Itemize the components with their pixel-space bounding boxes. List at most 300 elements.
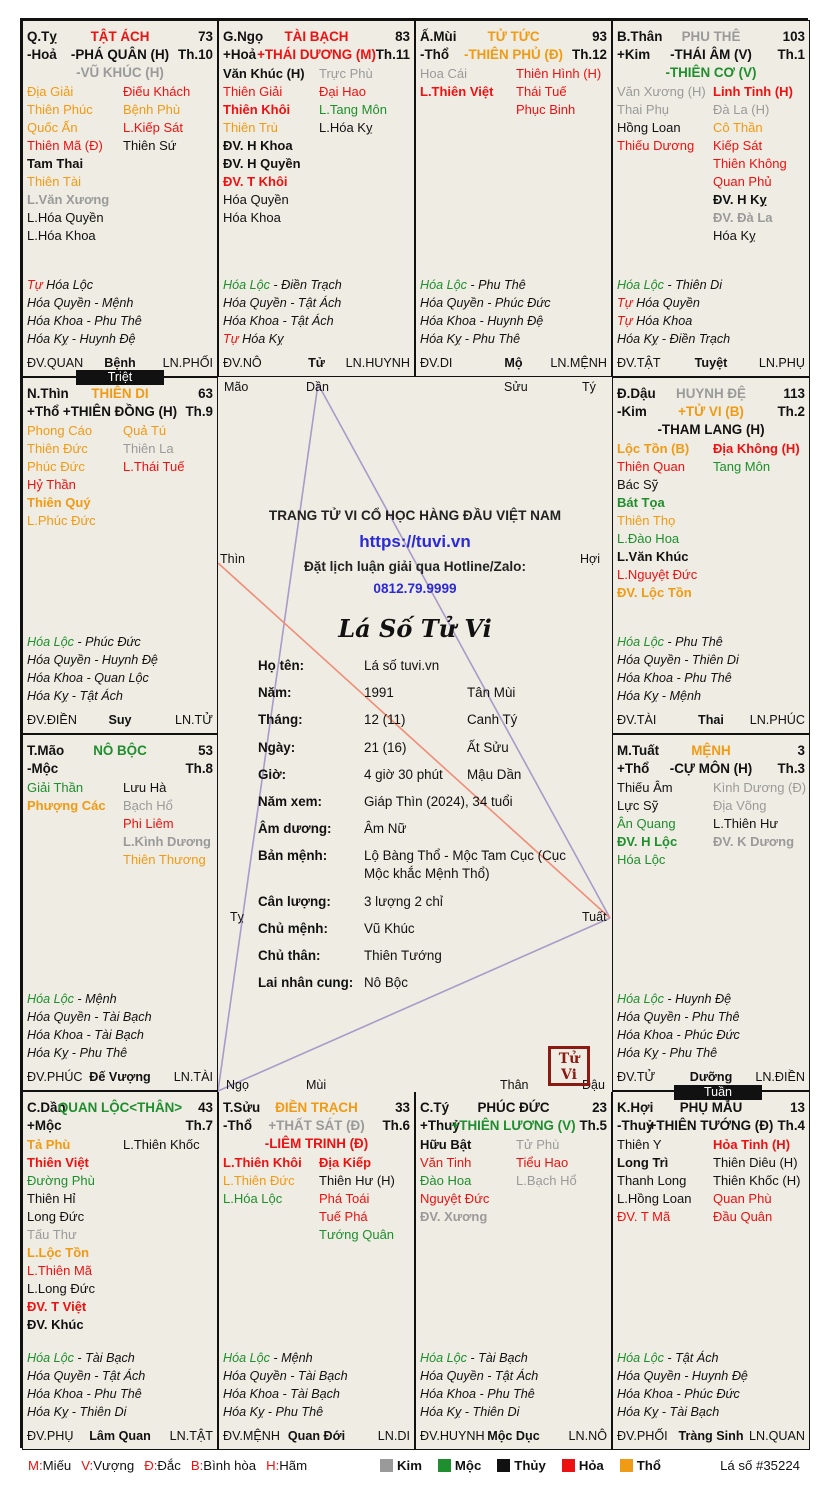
corner-branch-tuat: Tuất (582, 910, 607, 924)
tu-hoa-line (27, 1367, 213, 1385)
main-star: +THIÊN LƯƠNG (V) (451, 1118, 576, 1133)
star: Hữu Bật (420, 1137, 472, 1152)
tu-hoa-name: Hóa Lộc (223, 278, 270, 292)
tu-hoa-name: Hóa Lộc (617, 992, 664, 1006)
dai-van-label: ĐV.PHÚC (27, 1070, 83, 1084)
palace-age: 53 (198, 743, 213, 758)
tu-hoa-line (420, 294, 607, 312)
star: Thiên Thọ (617, 513, 676, 528)
tu-hoa-name: Hóa Kỵ (617, 1046, 659, 1060)
tu-hoa-line (223, 1367, 410, 1385)
tu-hoa-target: - Phu Thê (68, 1046, 128, 1060)
palace-branch: T.Mão (27, 743, 65, 758)
tuvi-chart-board (20, 18, 808, 1448)
tu-hoa-name: Hóa Lộc (420, 278, 467, 292)
tu-hoa-name: Tự (617, 314, 633, 328)
brightness-key: H: (266, 1458, 280, 1473)
palace-age: 73 (198, 29, 213, 44)
palace-age: 63 (198, 386, 213, 401)
luu-nien-label: LN.ĐIỀN (755, 1070, 805, 1084)
palace-dan[interactable] (22, 1091, 218, 1450)
info-value-2: Canh Tý (467, 712, 518, 728)
palace-footer (27, 1068, 213, 1086)
tu-hoa-target: - Tật Ách (663, 1351, 719, 1365)
tu-hoa-line (27, 1349, 213, 1367)
palace-th: Th.6 (382, 1118, 410, 1133)
element-name: Thủy (514, 1458, 546, 1473)
tu-hoa-line (420, 276, 607, 294)
info-value: Lá số tuvi.vn (364, 658, 440, 673)
star-list-right (123, 83, 218, 155)
palace-name: NÔ BỘC (93, 743, 147, 758)
palace-ti[interactable] (415, 1091, 612, 1450)
palace-branch: C.Dần (27, 1100, 66, 1115)
center-panel (218, 378, 612, 1092)
star: Thiên Thương (123, 852, 206, 867)
element-name: Mộc (454, 1458, 482, 1473)
element-name: Kim (397, 1458, 422, 1473)
tu-hoa-line (617, 633, 805, 651)
palace-branch: T.Sửu (223, 1100, 261, 1115)
tu-hoa-target: - Phu Thê (476, 1387, 535, 1401)
element-swatch (438, 1459, 451, 1472)
tu-hoa-name: Hóa Quyền (617, 1369, 681, 1383)
luu-nien-label: LN.HUYNH (345, 356, 410, 370)
tu-hoa-target: - Tài Bạch (73, 1351, 135, 1365)
star: ĐV. K Dương (713, 834, 795, 849)
tu-hoa-target: - Tài Bạch (466, 1351, 528, 1365)
tu-hoa-target: - Tật Ách (90, 1369, 146, 1383)
palace-footer (617, 354, 805, 372)
dai-van-label: ĐV.TẬT (617, 356, 661, 370)
star: ĐV. H Quyền (223, 156, 301, 171)
info-row (258, 921, 598, 948)
tu-hoa-name: Tự (223, 332, 239, 346)
tu-hoa-target: - Mệnh (73, 992, 117, 1006)
corner-branch-dau: Dậu (582, 1078, 605, 1092)
star-list-left (420, 65, 516, 101)
star: Thiên La (123, 441, 174, 456)
truong-sinh-label: Mộ (504, 356, 523, 370)
palace-name: HUYNH ĐỆ (676, 386, 746, 401)
palace-footer (617, 1068, 805, 1086)
tu-hoa-name: Hóa Khoa (617, 671, 674, 685)
star: Lộc Tồn (B) (617, 441, 690, 456)
tu-hoa-target: Hóa Kỵ (238, 332, 284, 346)
tu-hoa-list (223, 276, 410, 348)
tu-hoa-list (617, 1349, 805, 1421)
palace-element: -Mộc (27, 761, 59, 776)
truong-sinh-label: Thai (698, 713, 724, 727)
tu-hoa-name: Hóa Lộc (617, 1351, 664, 1365)
star: ĐV. T Mã (617, 1209, 671, 1224)
palace-footer (223, 1427, 410, 1445)
tu-hoa-name: Hóa Quyền (27, 653, 91, 667)
tuvi-seal-stamp: Tử Vi (548, 1046, 590, 1086)
tu-hoa-line (223, 330, 410, 348)
star: Kình Dương (Đ) (713, 780, 807, 795)
star: Thiên Diêu (H) (713, 1155, 798, 1170)
tu-hoa-name: Hóa Quyền (27, 1369, 91, 1383)
palace-ty[interactable] (22, 20, 218, 377)
star: L.Đào Hoa (617, 531, 680, 546)
tu-hoa-name: Hóa Kỵ (420, 1405, 462, 1419)
tu-hoa-line (223, 312, 410, 330)
tu-hoa-list (617, 633, 805, 705)
tu-hoa-target: - Phúc Đức (673, 1387, 740, 1401)
star: Giải Thần (27, 780, 84, 795)
palace-header (617, 29, 805, 47)
star-list-right (516, 1136, 612, 1190)
star: Đà La (H) (713, 102, 770, 117)
tu-hoa-list (420, 276, 607, 348)
tu-hoa-target: - Tài Bạch (83, 1028, 144, 1042)
tu-hoa-name: Tự (27, 278, 43, 292)
tu-hoa-name: Hóa Kỵ (223, 1405, 265, 1419)
element-color-legend (380, 1458, 677, 1473)
star: Cô Thần (713, 120, 763, 135)
tu-hoa-line (27, 1403, 213, 1421)
tu-hoa-line (223, 1385, 410, 1403)
star: Thiên Sứ (123, 138, 177, 153)
main-star: +THIÊN ĐỒNG (H) (62, 404, 178, 419)
palace-age: 43 (198, 1100, 213, 1115)
star: ĐV. Đà La (713, 210, 773, 225)
tu-hoa-list (617, 990, 805, 1062)
palace-subheader (420, 47, 607, 65)
tu-hoa-name: Tự (617, 296, 633, 310)
palace-element: -Kim (617, 404, 647, 419)
star: Hóa Lộc (617, 852, 666, 867)
brightness-name: Hãm (279, 1458, 308, 1473)
tu-hoa-line (617, 1026, 805, 1044)
tu-hoa-line (617, 1044, 805, 1062)
info-label: Năm xem: (258, 794, 323, 809)
tu-hoa-line (27, 669, 213, 687)
star: Đào Hoa (420, 1173, 472, 1188)
palace-suu[interactable] (218, 1091, 415, 1450)
brightness-legend (28, 1458, 317, 1473)
palace-name: THIÊN DI (91, 386, 149, 401)
truong-sinh-label: Tử (308, 356, 325, 370)
star: Địa Võng (713, 798, 767, 813)
palace-element: -Hoả (27, 47, 57, 62)
tu-hoa-target: - Mệnh (658, 689, 702, 703)
tu-hoa-list (27, 633, 213, 705)
star: Thiên Hỉ (27, 1191, 76, 1206)
info-value: 12 (11) (364, 712, 406, 728)
info-label: Chủ thân: (258, 948, 321, 963)
palace-element: -Thổ (420, 47, 449, 62)
tu-hoa-line (27, 294, 213, 312)
star: Thiên Phúc (27, 102, 93, 117)
tu-hoa-target: - Huynh Đệ (680, 1369, 748, 1383)
tu-hoa-name: Hóa Khoa (27, 671, 84, 685)
star: Hoa Cái (420, 66, 467, 81)
palace-than[interactable] (612, 20, 810, 377)
palace-thin[interactable] (22, 377, 218, 734)
tu-hoa-target: - Huynh Đệ (68, 332, 136, 346)
star: Ân Quang (617, 816, 676, 831)
palace-subheader (617, 1118, 805, 1136)
info-row (258, 948, 598, 975)
dai-van-label: ĐV.PHỐI (617, 1429, 668, 1443)
dai-van-label: ĐV.MỆNH (223, 1429, 280, 1443)
star: Văn Xương (H) (617, 84, 706, 99)
tu-hoa-name: Hóa Kỵ (27, 689, 69, 703)
star: Thai Phụ (617, 102, 670, 117)
tu-hoa-line (617, 1367, 805, 1385)
corner-branch-suu: Sửu (504, 380, 528, 394)
luu-nien-label: LN.TẬT (169, 1429, 213, 1443)
palace-footer (27, 1427, 213, 1445)
dai-van-label: ĐV.TỬ (617, 1070, 656, 1084)
palace-th: Th.1 (777, 47, 805, 62)
brightness-name: Miếu (42, 1458, 72, 1473)
star: Thanh Long (617, 1173, 687, 1188)
star: Phục Binh (516, 102, 576, 117)
corner-branch-hoi: Hợi (580, 552, 601, 566)
tu-hoa-line (27, 1008, 213, 1026)
tu-hoa-list (27, 990, 213, 1062)
tu-hoa-name: Hóa Quyền (223, 296, 287, 310)
star: Phúc Đức (27, 459, 85, 474)
palace-th: Th.8 (185, 761, 213, 776)
star: Thái Tuế (516, 84, 567, 99)
star: Long Đức (27, 1209, 85, 1224)
star: ĐV. Khúc (27, 1317, 84, 1332)
tu-hoa-target: - Phu Thê (673, 671, 732, 685)
palace-header (223, 29, 410, 47)
info-row (258, 658, 598, 685)
tu-hoa-name: Hóa Khoa (420, 1387, 477, 1401)
palace-th: Th.12 (572, 47, 607, 62)
palace-header (617, 1100, 805, 1118)
star: ĐV. T Khôi (223, 174, 288, 189)
star: Thiếu Dương (617, 138, 695, 153)
palace-header (420, 1100, 607, 1118)
star: Thiên Không (713, 156, 787, 171)
element-swatch (562, 1459, 575, 1472)
star: Hóa Kỵ (713, 228, 756, 243)
star: Tang Môn (713, 459, 771, 474)
palace-age: 3 (797, 743, 805, 758)
star: Thiên Giải (223, 84, 283, 99)
tu-hoa-line (420, 330, 607, 348)
corner-branch-ty: Tý (582, 380, 596, 394)
tu-hoa-target: - Tài Bạch (658, 1405, 720, 1419)
tu-hoa-name: Hóa Lộc (617, 278, 664, 292)
tu-hoa-name: Hóa Quyền (27, 296, 91, 310)
tu-hoa-target: - Phu Thê (658, 1046, 718, 1060)
star: Tướng Quân (319, 1227, 395, 1242)
tu-hoa-name: Hóa Khoa (223, 314, 280, 328)
star: Hồng Loan (617, 120, 681, 135)
site-url[interactable]: https://tuvi.vn (359, 532, 471, 551)
palace-branch: K.Hợi (617, 1100, 654, 1115)
palace-name: PHÚC ĐỨC (477, 1100, 550, 1115)
palace-subheader (223, 1118, 410, 1136)
palace-age: 93 (592, 29, 607, 44)
palace-subheader (617, 404, 805, 422)
star-list-right (123, 1136, 218, 1154)
palace-header (617, 386, 805, 404)
star: ĐV. Xương (420, 1209, 488, 1224)
star: Đầu Quân (713, 1209, 773, 1224)
corner-branch-thin: Thìn (220, 552, 246, 566)
star: L.Thiên Hư (713, 816, 779, 831)
info-row (258, 975, 598, 1002)
tu-hoa-name: Hóa Quyền (617, 653, 681, 667)
tu-hoa-target: - Huynh Đệ (476, 314, 544, 328)
star: L.Hóa Kỵ (319, 120, 373, 135)
star: Thiên Y (617, 1137, 662, 1152)
tu-hoa-line (617, 687, 805, 705)
palace-subheader (617, 761, 805, 779)
info-row (258, 894, 598, 921)
star: Thiếu Âm (617, 780, 673, 795)
tu-hoa-target: - Tật Ách (279, 314, 334, 328)
truong-sinh-label: Lâm Quan (89, 1429, 151, 1443)
tu-hoa-name: Hóa Quyền (420, 1369, 484, 1383)
palace-branch: C.Tý (420, 1100, 450, 1115)
star: L.Phúc Đức (27, 513, 96, 528)
tu-hoa-target: - Phúc Đức (673, 1028, 740, 1042)
palace-hoi[interactable] (612, 1091, 810, 1450)
star: Lưu Hà (123, 780, 167, 795)
palace-name: TỬ TỨC (487, 29, 540, 44)
star: Hỏa Tinh (H) (713, 1137, 791, 1152)
tu-hoa-line (617, 1008, 805, 1026)
info-value: Nô Bộc (364, 975, 408, 991)
info-row (258, 740, 598, 767)
tu-hoa-name: Hóa Khoa (223, 1387, 280, 1401)
palace-header (27, 386, 213, 404)
palace-ngo[interactable] (218, 20, 415, 377)
star-list-left (617, 83, 713, 155)
palace-tuat[interactable] (612, 734, 810, 1091)
info-value: Giáp Thìn (2024), 34 tuổi (364, 794, 513, 809)
secondary-main-star: -VŨ KHÚC (H) (76, 65, 164, 80)
tu-hoa-line (617, 990, 805, 1008)
hotline-phone[interactable]: 0812.79.9999 (373, 581, 457, 596)
truong-sinh-label: Tuyệt (694, 356, 728, 370)
star: Hỷ Thần (27, 477, 76, 492)
tu-hoa-name: Hóa Lộc (617, 635, 664, 649)
star: Địa Kiếp (319, 1155, 372, 1170)
info-value-cont: Mộc khắc Mệnh Thổ) (364, 866, 490, 882)
dai-van-label: ĐV.QUAN (27, 356, 84, 370)
star: ĐV. H Kỵ (713, 192, 767, 207)
truong-sinh-label: Quan Đới (287, 1429, 346, 1443)
info-label: Giờ: (258, 766, 287, 782)
tu-hoa-line (617, 1403, 805, 1421)
dai-van-label: ĐV.NÔ (223, 356, 262, 370)
tu-hoa-line (617, 312, 805, 330)
star: Thiên Hình (H) (516, 66, 602, 81)
star: ĐV. H Lộc (617, 834, 678, 849)
star: Thiên Đức (27, 441, 88, 456)
luu-nien-label: LN.PHÚC (749, 713, 805, 727)
tu-hoa-line (27, 1044, 213, 1062)
star: Tấu Thư (27, 1227, 77, 1242)
tu-hoa-line (617, 294, 805, 312)
star: Linh Tinh (H) (713, 84, 793, 99)
tu-hoa-line (27, 276, 213, 294)
luu-nien-label: LN.TỬ (174, 713, 213, 727)
info-value-2: Mậu Dần (467, 766, 522, 782)
tu-hoa-line (617, 651, 805, 669)
tu-hoa-name: Hóa Kỵ (27, 1405, 69, 1419)
tu-hoa-name: Hóa Kỵ (617, 1405, 659, 1419)
tu-hoa-line (420, 1385, 607, 1403)
main-star: +THÁI DƯƠNG (M) (257, 47, 376, 62)
info-row (258, 848, 598, 882)
tu-hoa-target: - Tài Bạch (279, 1387, 340, 1401)
star: L.Long Đức (27, 1281, 95, 1296)
tu-hoa-target: - Mệnh (269, 1351, 313, 1365)
tu-hoa-target: - Phu Thê (264, 1405, 324, 1419)
element-swatch (497, 1459, 510, 1472)
tu-hoa-target: - Thiên Di (663, 278, 723, 292)
palace-name: TÀI BẠCH (284, 29, 349, 44)
star: Tiểu Hao (516, 1155, 569, 1170)
palace-mao[interactable] (22, 734, 218, 1091)
corner-branch-ngo: Ngọ (226, 1078, 249, 1092)
tu-hoa-line (420, 1349, 607, 1367)
star: Thiên Quý (27, 495, 91, 510)
palace-subheader (27, 1118, 213, 1136)
info-row (258, 712, 598, 739)
luu-nien-label: LN.DI (377, 1429, 410, 1443)
tu-hoa-line (420, 1367, 607, 1385)
star-list-right (123, 422, 218, 476)
palace-dau[interactable] (612, 377, 810, 734)
palace-th: Th.9 (185, 404, 213, 419)
palace-name: MỆNH (691, 743, 731, 758)
palace-element: -Thổ (223, 1118, 252, 1133)
tu-hoa-target: - Mệnh (90, 296, 134, 310)
palace-th: Th.3 (777, 761, 805, 776)
star: Bệnh Phù (123, 102, 181, 117)
tu-hoa-name: Hóa Khoa (27, 1028, 84, 1042)
brightness-name: Đắc (157, 1458, 181, 1473)
palace-subheader (27, 47, 213, 65)
palace-name: ĐIỀN TRẠCH (275, 1100, 358, 1115)
palace-mui[interactable] (415, 20, 612, 377)
palace-element: +Thổ (27, 404, 60, 419)
corner-branch-dan: Dần (306, 380, 329, 394)
palace-footer (420, 1427, 607, 1445)
tu-hoa-target: - Thiên Di (461, 1405, 520, 1419)
tu-hoa-line (617, 1349, 805, 1367)
star-list-left (27, 779, 123, 815)
star: L.Thái Tuế (123, 459, 185, 474)
palace-age: 103 (782, 29, 805, 44)
star: L.Lộc Tồn (27, 1245, 90, 1260)
dai-van-label: ĐV.ĐIỀN (27, 713, 77, 727)
palace-subheader (617, 47, 805, 65)
tu-hoa-list (27, 1349, 213, 1421)
tu-hoa-target: - Điền Trạch (658, 332, 731, 346)
star: L.Hóa Lộc (223, 1191, 283, 1206)
info-label: Cân lượng: (258, 893, 331, 909)
tu-hoa-name: Hóa Kỵ (617, 689, 659, 703)
tu-hoa-name: Hóa Kỵ (27, 332, 69, 346)
star-list-right (713, 440, 809, 476)
star: Hóa Quyền (223, 192, 289, 207)
info-value-2: Ất Sửu (467, 739, 509, 755)
